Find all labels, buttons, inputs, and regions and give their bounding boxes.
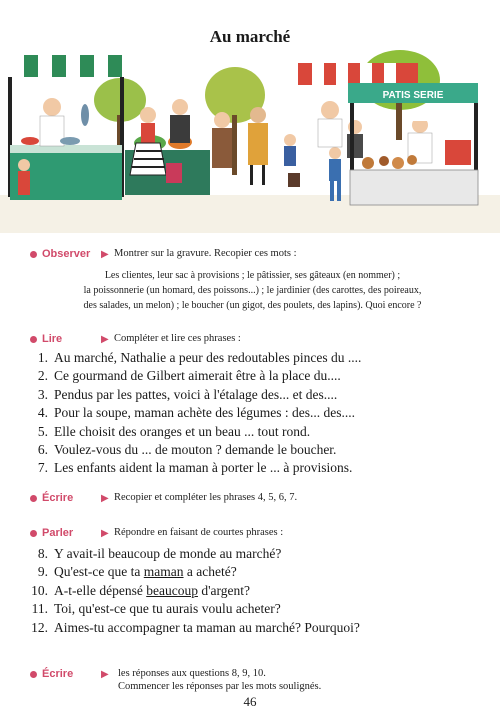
observer-line: des salades, un melon) ; le boucher (un gigot, des poulets, des lapins). Quoi encore ? [83, 300, 422, 311]
item-text: A-t-elle dépensé [54, 582, 147, 598]
pastry-sign: PATIS SERIE [382, 90, 444, 101]
lire-instruction: Compléter et lire ces phrases : [114, 333, 241, 344]
list-item [28, 564, 360, 582]
item-text: Y avait-il beaucoup de monde au marché? [54, 546, 282, 561]
arrow-right-icon: ▶ [101, 249, 109, 260]
list-item [28, 460, 361, 478]
parler-label: Parler [42, 527, 74, 539]
arrow-right-icon: ▶ [101, 528, 109, 539]
list-item [28, 601, 360, 619]
arrow-right-icon: ▶ [101, 669, 109, 680]
item-number: 11. [31, 601, 48, 617]
list-item [28, 368, 361, 386]
bullet-dot-icon [30, 671, 37, 678]
item-number: 7. [37, 460, 48, 476]
observer-text [30, 268, 475, 313]
item-text: Voulez-vous du ... de mouton ? demande le boucher. [54, 441, 337, 457]
item-number: 2. [37, 368, 48, 384]
item-number: 1. [37, 350, 48, 365]
observer-line: Les clientes, leur sac à provisions ; le pâtissier, ses gâteaux (en nommer) ; [104, 270, 401, 281]
list-item [28, 583, 360, 601]
list-item [28, 387, 361, 405]
item-number: 10. [31, 582, 48, 598]
section-label-parler [30, 527, 73, 539]
page-title: Au marché [209, 27, 291, 46]
ecrire2-label: Écrire [42, 668, 74, 680]
item-number: 5. [37, 423, 48, 439]
fish-stall [8, 55, 124, 200]
bullet-dot-icon [30, 495, 37, 502]
observer-instruction: Montrer sur la gravure. Recopier ces mots : [114, 248, 297, 259]
ecrire-instruction: Recopier et compléter les phrases 4, 5, 6, 7. [114, 492, 298, 503]
item-number: 6. [37, 441, 48, 457]
bullet-dot-icon [30, 251, 37, 258]
section-label-observer [30, 248, 90, 260]
instruction-line: Commencer les réponses par les mots soulignés. [118, 681, 322, 692]
list-item [28, 620, 360, 638]
item-text: d'argent? [197, 582, 250, 598]
underlined-word: beaucoup [146, 582, 198, 598]
item-number: 12. [31, 619, 48, 635]
item-text: Elle choisit des oranges et un beau ... tout rond. [54, 423, 311, 439]
section-label-lire [30, 333, 62, 345]
lire-label: Lire [42, 333, 63, 345]
list-item [28, 442, 361, 460]
section-label-ecrire [30, 492, 73, 504]
observer-line: la poissonnerie (un homard, des poissons...) ; le jardinier (des carottes, des poireaux, [83, 285, 422, 296]
list-item [28, 405, 361, 423]
item-text: Ce gourmand de Gilbert aimerait être à la place du.... [54, 368, 341, 384]
market-illustration [0, 45, 500, 233]
ecrire2-instruction [118, 667, 321, 693]
section-label-ecrire-2 [30, 668, 73, 680]
bullet-dot-icon [30, 336, 37, 343]
item-text: Toi, qu'est-ce que tu aurais voulu acheter? [54, 601, 281, 617]
list-item [28, 424, 361, 442]
bullet-dot-icon [30, 530, 37, 537]
page-number: 46 [243, 694, 257, 709]
ecrire-label: Écrire [42, 492, 74, 504]
list-item [28, 350, 361, 368]
item-number: 9. [37, 564, 48, 580]
parler-instruction: Répondre en faisant de courtes phrases : [114, 527, 284, 538]
item-text: Au marché, Nathalie a peur des redoutables pinces du .... [54, 350, 362, 365]
item-text: Les enfants aident la maman à porter le ... à provisions. [54, 460, 353, 476]
item-text: a acheté? [183, 564, 237, 580]
item-number: 8. [37, 546, 48, 561]
item-text: Pendus par les pattes, voici à l'étalage des... et des.... [54, 386, 338, 402]
arrow-right-icon: ▶ [101, 493, 109, 504]
item-number: 4. [37, 405, 48, 421]
item-text: Qu'est-ce que ta [54, 564, 144, 580]
lire-list [28, 350, 361, 479]
list-item [28, 546, 360, 564]
item-text: Pour la soupe, maman achète des légumes : des... des.... [54, 405, 356, 421]
arrow-right-icon: ▶ [101, 334, 109, 345]
instruction-line: les réponses aux questions 8, 9, 10. [118, 668, 266, 679]
observer-label: Observer [42, 248, 91, 260]
item-text: Aimes-tu accompagner ta maman au marché? Pourquoi? [54, 619, 360, 635]
parler-list [28, 546, 360, 638]
item-number: 3. [37, 386, 48, 402]
pastry-shop [348, 83, 478, 205]
underlined-word: maman [143, 564, 184, 580]
